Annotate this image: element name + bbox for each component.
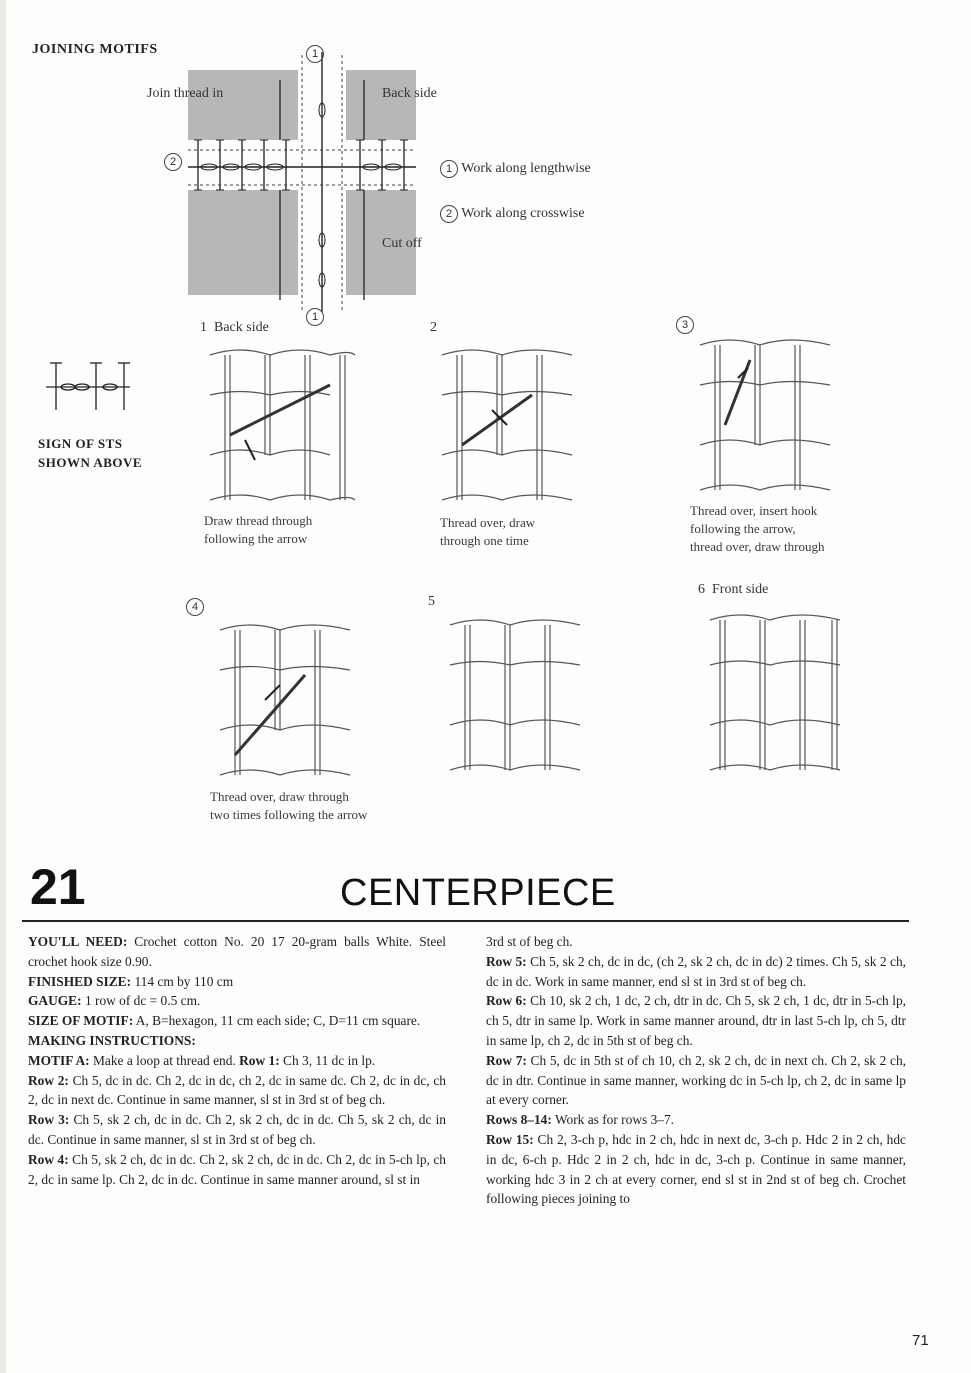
sign-line-1: SIGN OF STS	[38, 436, 123, 451]
step-4-header: 4	[186, 598, 204, 616]
project-title: CENTERPIECE	[340, 872, 616, 914]
sign-line-2: SHOWN ABOVE	[38, 455, 143, 470]
mark-1-bottom: 1	[306, 307, 324, 326]
page-edge-shadow	[0, 0, 6, 1373]
step-1-caption: Draw thread through following the arrow	[204, 513, 313, 546]
title-rule	[22, 920, 909, 922]
step-4-caption: Thread over, draw through two times following the arrow	[210, 789, 368, 822]
mark-1-top: 1	[306, 44, 324, 63]
instructions-right-column: 3rd st of beg ch. Row 5: Ch 5, sk 2 ch, dc in dc, (ch 2, sk 2 ch, dc in dc) 2 times. Ch 5, sk 2 ch, dc in dc. Work in same manner, end sl st in 3rd st of beg ch. Row 6: Ch 10, sk 2 ch, 1 dc, 2 ch, dtr in dc. Ch 5, sk 2 ch, 1 dc, dtr in 5-ch lp, ch 5, dtr in same lp. Work in same manner around, dtr in last 5-ch lp, ch 5, dtr in same lp, ch 2, dc in 5th st of beg ch. Row 7: Ch 5, dc in 5th st of ch 10, ch 2, sk 2 ch, dc in next ch. Ch 2, sk 2 ch, dc in dtr. Continue in same manner, working dc in 5-ch lp, ch 2, dc in same lp at every corner. Rows 8–14: Work as for rows 3–7. Row 15: Ch 2, 3-ch p, hdc in 2 ch, hdc in next dc, 3-ch p. Hdc 2 in 2 ch, hdc in dc, 6-ch p. Hdc 2 in 2 ch, hdc in dc, 3-ch p. Continue in same manner, working hdc 3 in 2 ch at every corner, end sl st in 2nd st of beg ch. Crochet following pieces joining to	[486, 934, 907, 1207]
cut-off-label: Cut off	[382, 236, 422, 251]
step-3-caption: Thread over, insert hook following the arrow, thread over, draw through	[690, 503, 825, 554]
back-side-label: Back side	[382, 86, 437, 101]
joining-diagram	[150, 40, 480, 330]
page-number: 71	[912, 1332, 929, 1349]
mark-2-left: 2	[164, 152, 182, 171]
step-2-header: 2	[430, 320, 437, 335]
step-1-header: 1 Back side	[200, 320, 269, 335]
instructions-left-column: YOU'LL NEED: Crochet cotton No. 20 17 20-gram balls White. Steel crochet hook size 0.90. FINISHED SIZE: 114 cm by 110 cm GAUGE: 1 row of dc = 0.5 cm. SIZE OF MOTIF: A, B=hexagon, 11 cm each side; C, D=11 cm square. MAKING INSTRUCTIONS: MOTIF A: Make a loop at thread end. Row 1: Ch 3, 11 dc in lp. Row 2: Ch 5, dc in dc. Ch 2, dc in dc, ch 2, dc in same dc. Ch 2, dc in dc, ch 2, dc in next dc. Continue in same manner, sl st in 3rd st of beg ch. Row 3: Ch 5, sk 2 ch, dc in dc. Ch 2, sk 2 ch, dc in dc. Ch 5, sk 2 ch, dc in dc. Continue in same manner, sl st in 3rd st of beg ch. Row 4: Ch 5, sk 2 ch, dc in dc. Ch 2, sk 2 ch, dc in dc. Ch 2, dc in 5-ch lp, ch 2, dc in same lp. Ch 2, dc in dc. Continue in same manner around, sl st in	[28, 934, 446, 1187]
step-6-header: 6 Front side	[698, 582, 769, 597]
step-2-diagram	[432, 340, 582, 510]
legend-2: 2 Work along crosswise	[440, 205, 585, 223]
step-5-header: 5	[428, 594, 435, 609]
stitch-sign-symbol	[38, 355, 138, 415]
step-4-diagram	[210, 615, 360, 785]
step-3-header: 3	[676, 316, 694, 334]
legend-1: 1 Work along lengthwise	[440, 160, 591, 178]
step-1-diagram	[200, 340, 360, 510]
step-3-diagram	[690, 330, 840, 500]
step-2-caption: Thread over, draw through one time	[440, 515, 536, 548]
step-5-diagram	[440, 610, 590, 780]
step-6-diagram	[700, 605, 850, 780]
joining-title: JOINING MOTIFS	[32, 42, 158, 57]
project-number: 21	[30, 859, 86, 915]
join-thread-label: Join thread in	[147, 86, 224, 101]
